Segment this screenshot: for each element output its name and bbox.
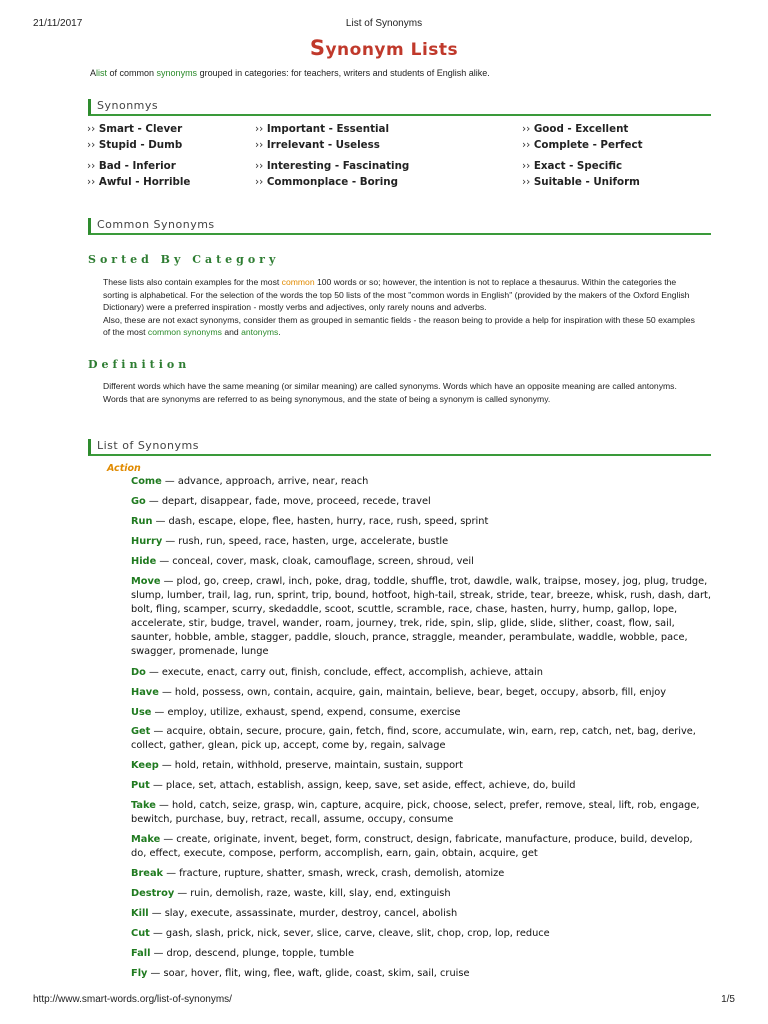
pair-label: Awful - Horrible: [98, 176, 191, 188]
arrow-icon: ››: [522, 160, 531, 172]
entry-word: Hurry: [131, 536, 163, 547]
arrow-icon: ››: [87, 139, 96, 151]
synonym-pair-link[interactable]: [522, 139, 643, 151]
pair-label: Suitable - Uniform: [533, 176, 640, 188]
entry-word: Move: [131, 576, 161, 587]
entry-dash: —: [150, 948, 167, 959]
subheading-sorted-by-category: Sorted By Category: [88, 253, 280, 266]
entry-synonyms: execute, enact, carry out, finish, conclude, effect, accomplish, achieve, attain: [161, 667, 543, 678]
pair-label: Good - Excellent: [533, 123, 629, 135]
entry-dash: —: [163, 868, 180, 879]
sorted-paragraph: [103, 276, 703, 339]
section-header-common-synonyms: [88, 218, 711, 235]
synonym-entry: [131, 867, 711, 881]
definition-paragraph: [103, 380, 703, 405]
pair-label: Stupid - Dumb: [98, 139, 183, 151]
entry-word: Fall: [131, 948, 151, 959]
arrow-icon: ››: [522, 139, 531, 151]
synonym-pair-link[interactable]: [255, 123, 389, 135]
page-url: http://www.smart-words.org/list-of-synonyms/: [33, 994, 232, 1005]
category-label: Action: [107, 463, 141, 474]
synonym-pair-link[interactable]: [255, 176, 398, 188]
synonym-pair-link[interactable]: [87, 139, 182, 151]
synonym-entry: [131, 759, 711, 773]
synonym-pair-link[interactable]: [255, 160, 409, 172]
pair-label: Smart - Clever: [98, 123, 183, 135]
common-link[interactable]: common: [281, 277, 315, 287]
synonym-entry: [131, 686, 711, 700]
section-title: Synonmys: [97, 99, 159, 112]
entry-dash: —: [147, 968, 164, 979]
subheading-definition: Definition: [88, 358, 191, 371]
entry-dash: —: [155, 800, 172, 811]
definition-text: Different words which have the same meaning (or similar meaning) are called synonyms. Words which have an opposite meaning are called antonyms.: [103, 381, 677, 391]
arrow-icon: ››: [87, 176, 96, 188]
entry-word: Hide: [131, 556, 157, 567]
entry-word: Go: [131, 496, 146, 507]
print-header: [33, 18, 735, 30]
entry-synonyms: hold, catch, seize, grasp, win, capture, acquire, pick, choose, select, prefer, remove, steal, lift, rob, engage, bewitch, purchase, buy, retract, recall, assume, occupy, consume: [131, 800, 700, 825]
entry-synonyms: place, set, attach, establish, assign, keep, save, set aside, effect, achieve, do, build: [165, 780, 576, 791]
entry-word: Have: [131, 687, 159, 698]
entry-dash: —: [162, 536, 179, 547]
entry-synonyms: advance, approach, arrive, near, reach: [177, 476, 369, 487]
page-title: [0, 36, 768, 60]
entry-word: Get: [131, 726, 151, 737]
arrow-icon: ››: [87, 123, 96, 135]
entry-synonyms: drop, descend, plunge, topple, tumble: [166, 948, 355, 959]
entry-word: Destroy: [131, 888, 175, 899]
entry-synonyms: employ, utilize, exhaust, spend, expend, consume, exercise: [167, 707, 461, 718]
entry-dash: —: [149, 780, 166, 791]
entry-synonyms: hold, retain, withhold, preserve, maintain, sustain, support: [174, 760, 463, 771]
antonyms-link[interactable]: antonyms: [241, 327, 279, 338]
synonym-entry: [131, 575, 711, 659]
print-footer: [33, 994, 735, 1006]
entry-dash: —: [152, 516, 169, 527]
sorted-text: These lists also contain examples for the most: [103, 277, 282, 287]
entry-synonyms: gash, slash, prick, nick, sever, slice, carve, cleave, slit, chop, crop, lop, reduce: [165, 928, 550, 939]
arrow-icon: ››: [522, 123, 531, 135]
sorted-text: and: [221, 327, 242, 338]
intro-a: A: [90, 68, 97, 78]
intro-text: [90, 68, 490, 78]
entry-synonyms: ruin, demolish, raze, waste, kill, slay, end, extinguish: [190, 888, 451, 899]
entry-synonyms: fracture, rupture, shatter, smash, wreck, crash, demolish, atomize: [179, 868, 505, 879]
pair-label: Interesting - Fascinating: [266, 160, 410, 172]
entry-synonyms: plod, go, creep, crawl, inch, poke, drag, toddle, shuffle, trot, dawdle, walk, traipse, mosey, jog, plug, trudge, slump, lumber, trail, lag, run, sprint, trip, bound, hotfoot, high-tail, streak, stride, tear, breeze, whisk, rush, dash, dart, bolt, fling, scamper, scurry, skedaddle, scoot, scuttle, scramble, race, chase, hasten, hurry, hump, gallop, lope, accelerate, stir, budge, travel, wander, roam, journey, trek, ride, spin, slip, glide, slide, slither, coast, flow, sail, saunter, hobble, amble, stagger, paddle, slouch, prance, straggle, meander, perambulate, waddle, wobble, pace, swagger, promenade, lunge: [131, 576, 711, 657]
page-title-initial: S: [309, 36, 326, 60]
page-title-rest: ynonym Lists: [325, 40, 459, 60]
entry-synonyms: soar, hover, flit, wing, flee, waft, glide, coast, skim, sail, cruise: [163, 968, 470, 979]
entry-dash: —: [158, 687, 175, 698]
arrow-icon: ››: [255, 123, 264, 135]
synonym-pair-link[interactable]: [255, 139, 380, 151]
synonym-entry: [131, 799, 711, 827]
entry-word: Take: [131, 800, 156, 811]
entry-synonyms: conceal, cover, mask, cloak, camouflage, screen, shroud, veil: [172, 556, 474, 567]
sorted-text: .: [278, 327, 281, 338]
synonym-entry: [131, 706, 711, 720]
synonym-pair-link[interactable]: [87, 176, 190, 188]
synonym-pair-link[interactable]: [522, 123, 628, 135]
entry-synonyms: slay, execute, assassinate, murder, destroy, cancel, abolish: [164, 908, 458, 919]
synonym-entry: [131, 495, 711, 509]
entry-dash: —: [156, 556, 173, 567]
synonym-entry: [131, 967, 711, 981]
section-header-list-of-synonyms: [88, 439, 711, 456]
pair-label: Commonplace - Boring: [266, 176, 398, 188]
synonyms-link[interactable]: synonyms: [156, 68, 198, 78]
arrow-icon: ››: [255, 139, 264, 151]
print-page-title: List of Synonyms: [345, 18, 423, 29]
list-link[interactable]: list: [96, 68, 108, 78]
entry-dash: —: [150, 726, 167, 737]
definition-text: Words that are synonyms are referred to as being synonymous, and the state of being a synonym is called synonymy.: [103, 393, 551, 404]
entry-dash: —: [160, 834, 177, 845]
entry-dash: —: [158, 760, 175, 771]
arrow-icon: ››: [522, 176, 531, 188]
entry-dash: —: [148, 908, 165, 919]
section-header-synonmys: [88, 99, 711, 116]
entry-synonyms: rush, run, speed, race, hasten, urge, accelerate, bustle: [178, 536, 449, 547]
pair-label: Complete - Perfect: [533, 139, 643, 151]
entry-dash: —: [161, 476, 178, 487]
synonym-entry: [131, 475, 711, 489]
synonym-entry: [131, 666, 711, 680]
synonym-entry: [131, 887, 711, 901]
synonym-entry: [131, 555, 711, 569]
entry-word: Put: [131, 780, 150, 791]
entry-dash: —: [145, 496, 162, 507]
synonym-entry: [131, 725, 711, 753]
page-number: 1/5: [721, 994, 735, 1005]
synonym-pair-link[interactable]: [522, 160, 622, 172]
entry-synonyms: acquire, obtain, secure, procure, gain, fetch, find, score, accumulate, win, earn, rep, catch, net, bag, derive, collect, gather, glean, pick up, accept, come by, regain, salvage: [131, 726, 696, 751]
entry-dash: —: [174, 888, 191, 899]
entry-word: Do: [131, 667, 146, 678]
synonym-entry: [131, 779, 711, 793]
arrow-icon: ››: [255, 176, 264, 188]
print-date: 21/11/2017: [33, 18, 83, 29]
synonym-entry: [131, 927, 711, 941]
entry-word: Come: [131, 476, 162, 487]
intro-rest: grouped in categories: for teachers, writers and students of English alike.: [197, 68, 490, 78]
sorted-text: 100 words or so; however, the intention is not to replace a thesaurus. Within the categories the sorting is alphabetical. For the selection of the words the top 50 lists of the most "common words in English" (provided by the makers of the Oxford English Dictionary) were a preferred inspiration - mostly verbs and adjectives, only rarely nouns and adverbs.: [103, 277, 690, 313]
pair-label: Important - Essential: [266, 123, 390, 135]
entry-word: Break: [131, 868, 164, 879]
synonym-entry: [131, 535, 711, 549]
entry-word: Kill: [131, 908, 149, 919]
common-synonyms-link[interactable]: common synonyms: [147, 327, 222, 338]
entry-word: Cut: [131, 928, 150, 939]
entry-word: Keep: [131, 760, 159, 771]
intro-of-common: of common: [107, 68, 157, 78]
entry-synonyms: hold, possess, own, contain, acquire, gain, maintain, believe, bear, beget, occupy, absorb, fill, enjoy: [174, 687, 667, 698]
synonym-entry: [131, 515, 711, 529]
synonym-pair-link[interactable]: [522, 176, 640, 188]
entry-synonyms: create, originate, invent, beget, form, construct, design, fabricate, manufacture, produce, build, develop, do, effect, execute, compose, perform, accomplish, earn, gain, obtain, acquire, get: [131, 834, 693, 859]
arrow-icon: ››: [87, 160, 96, 172]
sorted-text: Also, these are not exact synonyms, consider them as grouped in semantic fields - the reason being to provide a help for inspiration with these 50 examples of the most: [103, 314, 695, 338]
synonym-entry: [131, 833, 711, 861]
entry-dash: —: [160, 576, 177, 587]
synonym-pairs-grid: [87, 123, 707, 193]
entry-word: Fly: [131, 968, 148, 979]
entry-word: Make: [131, 834, 161, 845]
entry-dash: —: [149, 928, 166, 939]
entry-synonyms: dash, escape, elope, flee, hasten, hurry, race, rush, speed, sprint: [168, 516, 489, 527]
entry-word: Run: [131, 516, 153, 527]
pair-label: Exact - Specific: [533, 160, 623, 172]
pair-label: Irrelevant - Useless: [266, 139, 380, 151]
entry-word: Use: [131, 707, 152, 718]
entry-synonyms: depart, disappear, fade, move, proceed, recede, travel: [161, 496, 431, 507]
synonym-pair-link[interactable]: [87, 160, 176, 172]
arrow-icon: ››: [255, 160, 264, 172]
entry-dash: —: [145, 667, 162, 678]
entry-dash: —: [151, 707, 168, 718]
synonym-entry: [131, 907, 711, 921]
synonym-entry: [131, 947, 711, 961]
section-title: List of Synonyms: [97, 439, 199, 452]
pair-label: Bad - Inferior: [98, 160, 176, 172]
synonym-pair-link[interactable]: [87, 123, 182, 135]
section-title: Common Synonyms: [97, 218, 215, 231]
